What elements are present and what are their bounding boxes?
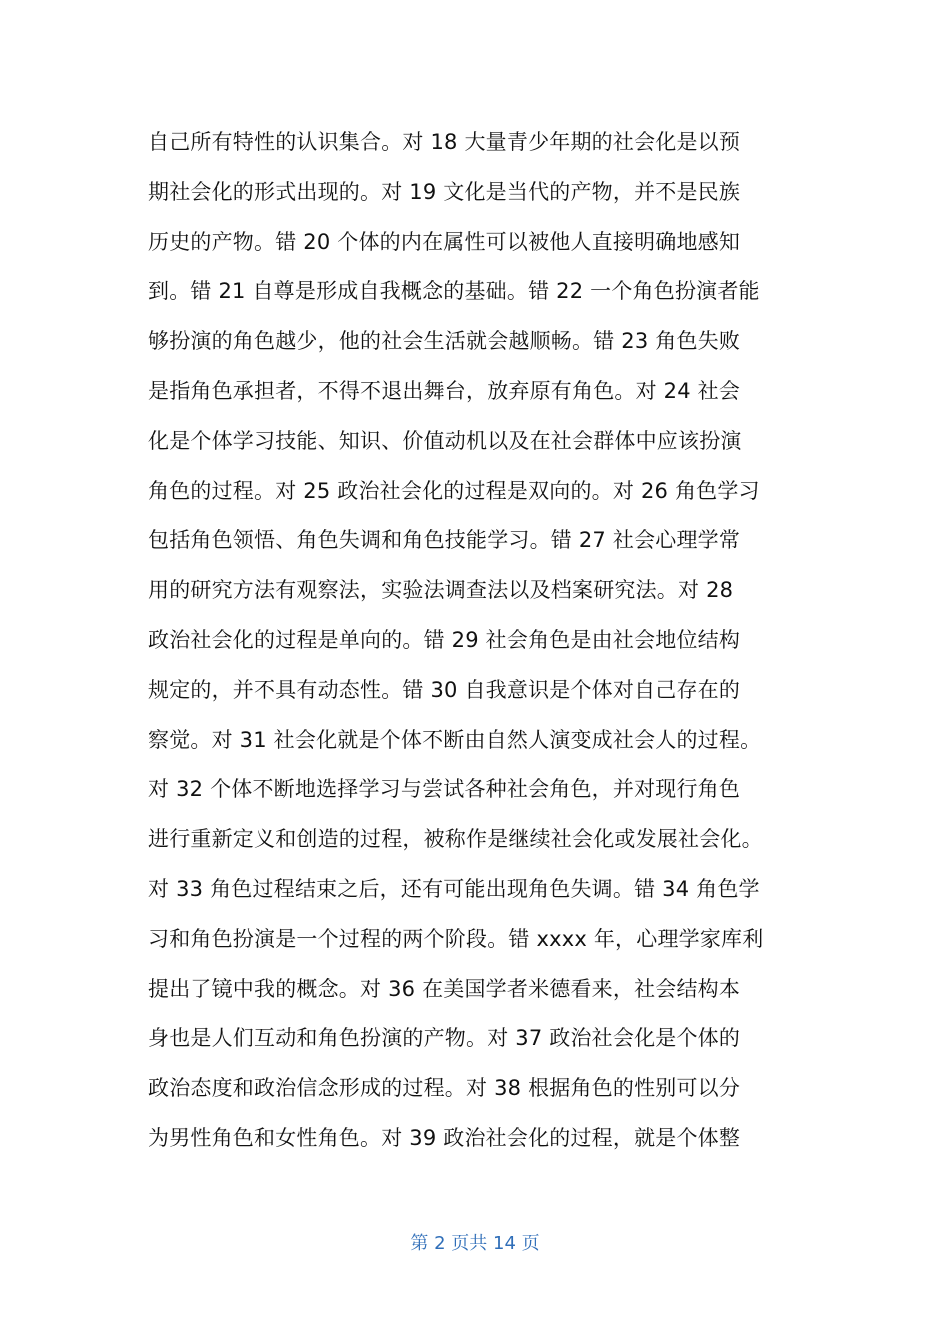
text-line-13: 察觉。对 31 社会化就是个体不断由自然人演变成社会人的过程。 xyxy=(148,727,762,752)
text-line-17: 习和角色扮演是一个过程的两个阶段。错 xxxx 年，心理学家库利 xyxy=(148,926,764,951)
text-line-21: 为男性角色和女性角色。对 39 政治社会化的过程，就是个体整 xyxy=(148,1125,741,1150)
text-line-6: 是指角色承担者，不得不退出舞台，放弃原有角色。对 24 社会 xyxy=(148,378,741,403)
text-line-7: 化是个体学习技能、知识、价值动机以及在社会群体中应该扮演 xyxy=(148,428,742,453)
text-line-14: 对 32 个体不断地选择学习与尝试各种社会角色，并对现行角色 xyxy=(148,777,741,802)
text-line-9: 包括角色领悟、角色失调和角色技能学习。错 27 社会心理学常 xyxy=(148,528,741,553)
text-line-18: 提出了镜中我的概念。对 36 在美国学者米德看来，社会结构本 xyxy=(148,976,741,1001)
text-line-20: 政治态度和政治信念形成的过程。对 38 根据角色的性别可以分 xyxy=(148,1076,741,1101)
body-text xyxy=(148,118,828,1164)
text-line-15: 进行重新定义和创造的过程，被称作是继续社会化或发展社会化。 xyxy=(148,827,763,852)
text-line-12: 规定的，并不具有动态性。错 30 自我意识是个体对自己存在的 xyxy=(148,677,741,702)
text-line-5: 够扮演的角色越少，他的社会生活就会越顺畅。错 23 角色失败 xyxy=(148,329,741,354)
text-line-11: 政治社会化的过程是单向的。错 29 社会角色是由社会地位结构 xyxy=(148,627,741,652)
page-number-footer: 第 2 页共 14 页 xyxy=(410,1233,540,1254)
text-line-16: 对 33 角色过程结束之后，还有可能出现角色失调。错 34 角色学 xyxy=(148,876,760,901)
text-line-2: 期社会化的形式出现的。对 19 文化是当代的产物，并不是民族 xyxy=(148,179,741,204)
text-line-3: 历史的产物。错 20 个体的内在属性可以被他人直接明确地感知 xyxy=(148,229,741,254)
text-line-19: 身也是人们互动和角色扮演的产物。对 37 政治社会化是个体的 xyxy=(148,1026,741,1051)
text-line-8: 角色的过程。对 25 政治社会化的过程是双向的。对 26 角色学习 xyxy=(148,478,760,503)
text-line-4: 到。错 21 自尊是形成自我概念的基础。错 22 一个角色扮演者能 xyxy=(148,279,760,304)
text-line-1: 自己所有特性的认识集合。对 18 大量青少年期的社会化是以预 xyxy=(148,130,741,154)
text-line-10: 用的研究方法有观察法，实验法调查法以及档案研究法。对 28 xyxy=(148,578,734,603)
